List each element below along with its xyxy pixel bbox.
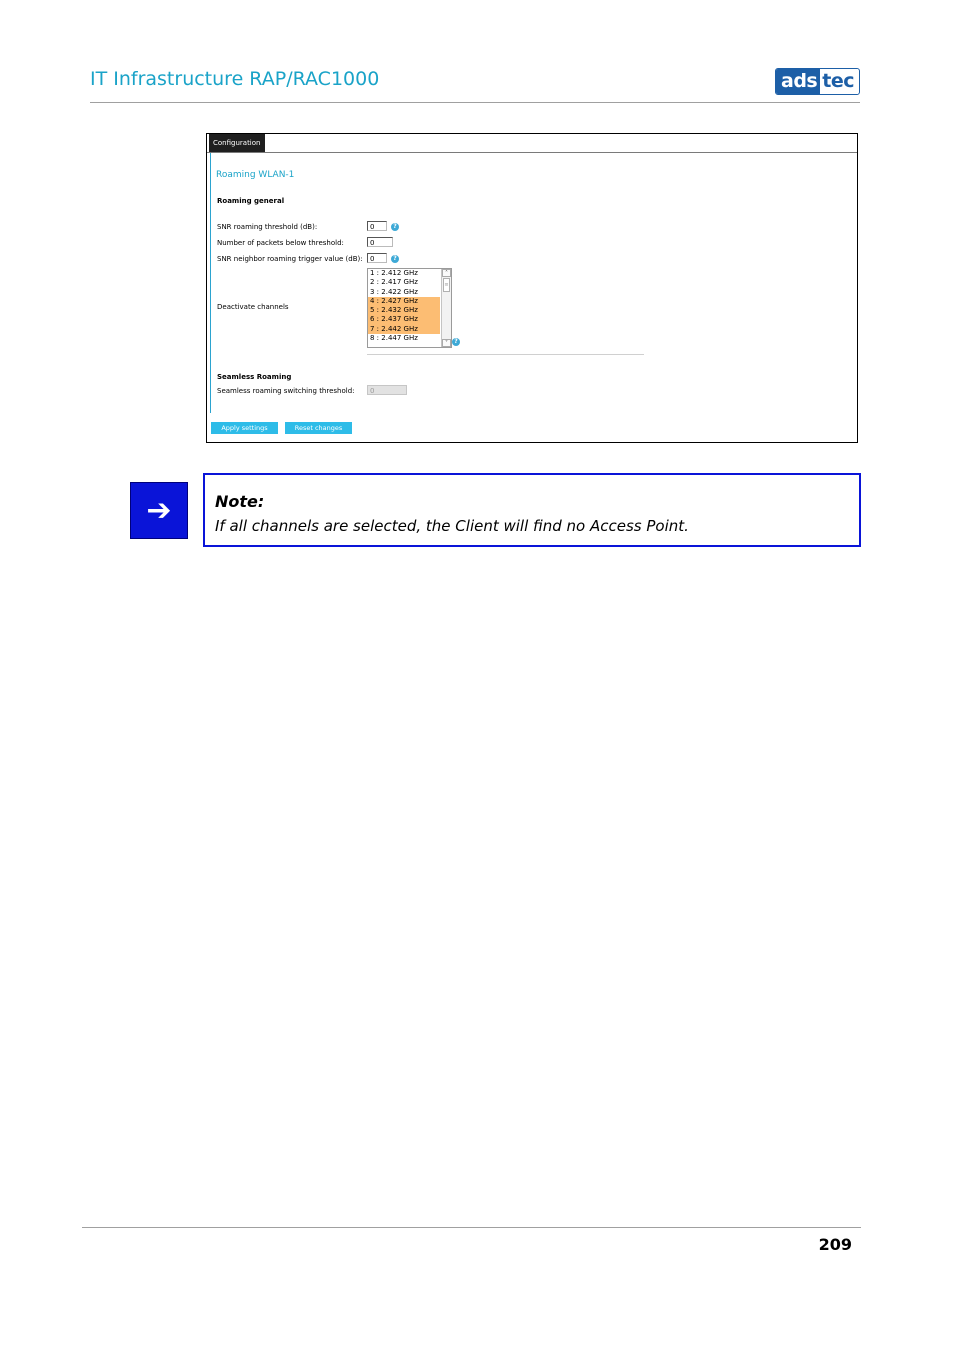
roaming-heading: Roaming WLAN-1 bbox=[216, 170, 295, 180]
channel-option[interactable]: 2 : 2.417 GHz bbox=[370, 278, 418, 287]
channel-option[interactable]: 8 : 2.447 GHz bbox=[370, 334, 418, 343]
scroll-up-icon[interactable]: ˄ bbox=[442, 269, 451, 277]
seamless-threshold-label: Seamless roaming switching threshold: bbox=[217, 387, 355, 395]
section-divider bbox=[367, 354, 644, 355]
footer-rule bbox=[82, 1227, 861, 1228]
tab-configuration[interactable]: Configuration bbox=[209, 134, 265, 152]
seamless-threshold-input: 0 bbox=[367, 385, 407, 395]
deactivate-channels-label: Deactivate channels bbox=[217, 303, 289, 311]
listbox-scrollbar[interactable] bbox=[441, 269, 451, 347]
logo-ads-text: ads bbox=[776, 69, 820, 94]
packets-below-threshold-input[interactable]: 0 bbox=[367, 237, 393, 247]
help-icon[interactable]: ? bbox=[452, 338, 460, 346]
deactivate-channels-listbox[interactable] bbox=[367, 268, 452, 348]
channel-option[interactable]: 6 : 2.437 GHz bbox=[368, 315, 440, 324]
snr-threshold-label: SNR roaming threshold (dB): bbox=[217, 223, 318, 231]
ads-tec-logo bbox=[775, 68, 860, 95]
channel-option[interactable]: 4 : 2.427 GHz bbox=[368, 297, 440, 306]
channel-option[interactable]: 1 : 2.412 GHz bbox=[370, 269, 418, 277]
scroll-down-icon[interactable]: ˅ bbox=[442, 339, 451, 347]
arrow-right-icon: ➔ bbox=[130, 482, 188, 539]
note-box bbox=[203, 473, 861, 547]
tab-bar bbox=[207, 134, 857, 153]
channel-option[interactable]: 3 : 2.422 GHz bbox=[370, 287, 418, 296]
snr-neighbor-trigger-input[interactable]: 0 bbox=[367, 253, 387, 263]
content-left-border bbox=[210, 153, 211, 413]
logo-tec-text: tec bbox=[820, 69, 858, 94]
note-title: Note: bbox=[215, 492, 265, 511]
help-icon[interactable]: ? bbox=[391, 255, 399, 263]
section-roaming-general: Roaming general bbox=[217, 197, 285, 205]
configuration-screenshot bbox=[206, 133, 858, 443]
channel-option[interactable]: 7 : 2.442 GHz bbox=[368, 325, 440, 334]
scroll-thumb[interactable]: ≡ bbox=[443, 278, 450, 292]
note-text: If all channels are selected, the Client will find no Access Point. bbox=[215, 517, 689, 535]
document-title: IT Infrastructure RAP/RAC1000 bbox=[90, 68, 380, 90]
apply-settings-button[interactable]: Apply settings bbox=[211, 422, 278, 434]
snr-neighbor-trigger-label: SNR neighbor roaming trigger value (dB): bbox=[217, 255, 363, 263]
channel-option[interactable]: 5 : 2.432 GHz bbox=[368, 306, 440, 315]
snr-threshold-input[interactable]: 0 bbox=[367, 221, 387, 231]
packets-below-threshold-label: Number of packets below threshold: bbox=[217, 239, 344, 247]
page-number: 209 bbox=[818, 1235, 852, 1254]
section-seamless-roaming: Seamless Roaming bbox=[217, 373, 292, 381]
header-rule bbox=[90, 102, 860, 103]
help-icon[interactable]: ? bbox=[391, 223, 399, 231]
reset-changes-button[interactable]: Reset changes bbox=[285, 422, 352, 434]
